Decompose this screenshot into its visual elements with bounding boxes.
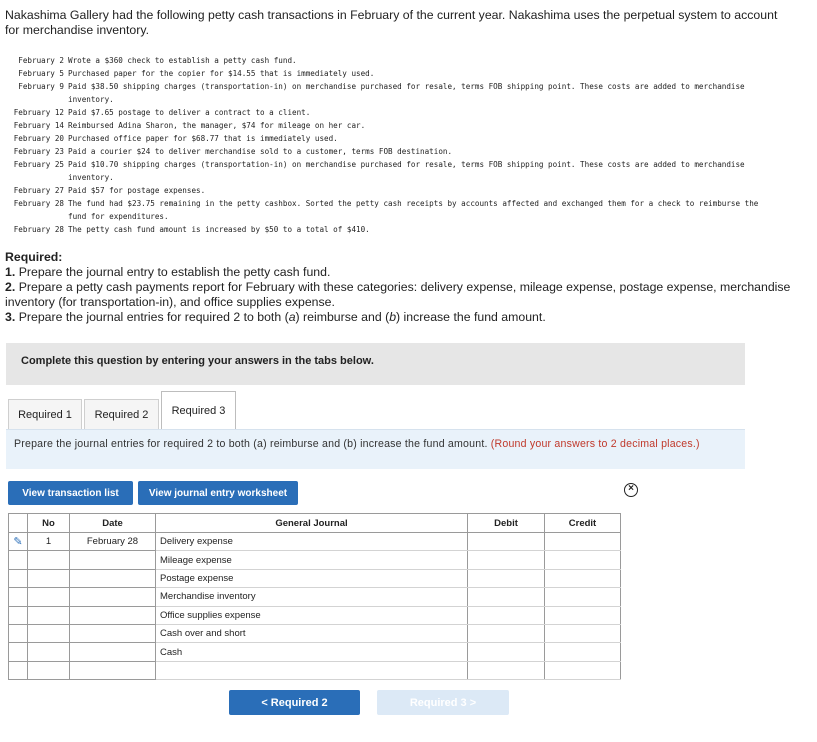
next-required-3-button[interactable]: Required 3 > [377,690,509,715]
journal-row [9,643,621,661]
edit-cell [9,624,28,642]
transaction-row [5,80,817,106]
complete-text: Complete this question by entering your answers in the tabs below. [21,355,374,367]
journal-table [8,513,621,680]
edit-cell [9,643,28,661]
required-item-2: 2. Prepare a petty cash payments report for February with these categories: delivery expense, mileage expense, postage expense, merchandise inventory (for transportation-in), and office supplies expense. [5,280,791,309]
date-cell [70,606,156,624]
debit-input[interactable] [468,533,545,551]
account-cell[interactable] [156,661,468,679]
edit-column-header [9,514,28,533]
view-transaction-list-button[interactable]: View transaction list [8,481,133,505]
debit-input[interactable] [468,661,545,679]
journal-row [9,588,621,606]
no-header: No [28,514,70,533]
date-cell [70,643,156,661]
transaction-date: February 23 [13,147,64,156]
tab-required-1[interactable]: Required 1 [8,399,82,429]
credit-input[interactable] [545,569,621,587]
required-section [5,250,795,325]
transaction-row [5,54,817,67]
transaction-text: Purchased office paper for $68.77 that is immediately used. [68,134,338,143]
transaction-row [5,119,817,132]
instruction-panel [6,429,745,469]
intro-text: Nakashima Gallery had the following petty cash transactions in February of the current year. Nakashima uses the perpetual system to account for merchandise inventory. [5,8,778,37]
no-cell [28,661,70,679]
required-item-3: 3. Prepare the journal entries for required 2 to both (a) reimburse and (b) increase the fund amount. [5,310,546,324]
transaction-text: Wrote a $360 check to establish a petty cash fund. [68,56,297,65]
prev-required-2-button[interactable]: < Required 2 [229,690,360,715]
tab-required-2[interactable]: Required 2 [84,399,159,429]
transaction-row [5,184,817,197]
date-cell [70,551,156,569]
debit-input[interactable] [468,551,545,569]
debit-input[interactable] [468,624,545,642]
credit-input[interactable] [545,624,621,642]
transaction-row [5,106,817,119]
transaction-text: Reimbursed Adina Sharon, the manager, $74 for mileage on her car. [68,121,366,130]
no-cell [28,569,70,587]
account-cell[interactable]: Postage expense [156,569,468,587]
no-cell [28,624,70,642]
credit-input[interactable] [545,661,621,679]
instruction-text: Prepare the journal entries for required 2 to both (a) reimburse and (b) increase the fund amount. [14,438,488,450]
entry-date: February 28 [70,533,156,551]
journal-row [9,533,621,551]
debit-header: Debit [468,514,545,533]
journal-row [9,569,621,587]
transaction-date: February 14 [13,121,64,130]
transaction-text: Paid $7.65 postage to deliver a contract to a client. [68,108,311,117]
transaction-row [5,197,817,223]
transaction-date: February 27 [13,186,64,195]
account-cell[interactable]: Merchandise inventory [156,588,468,606]
journal-row [9,551,621,569]
view-journal-worksheet-button[interactable]: View journal entry worksheet [138,481,298,505]
journal-row [9,606,621,624]
credit-input[interactable] [545,533,621,551]
transaction-row [5,223,817,236]
journal-header-row [9,514,621,533]
account-cell[interactable]: Delivery expense [156,533,468,551]
account-cell[interactable]: Office supplies expense [156,606,468,624]
journal-row [9,624,621,642]
no-cell [28,606,70,624]
transaction-date: February 20 [13,134,64,143]
debit-input[interactable] [468,569,545,587]
account-cell[interactable]: Mileage expense [156,551,468,569]
general-journal-header: General Journal [156,514,468,533]
transaction-text: The petty cash fund amount is increased by $50 to a total of $410. [68,225,370,234]
complete-banner [6,343,745,385]
debit-input[interactable] [468,643,545,661]
close-icon[interactable]: × [624,483,638,497]
transaction-row [5,132,817,145]
date-cell [70,569,156,587]
credit-input[interactable] [545,588,621,606]
debit-input[interactable] [468,588,545,606]
transaction-text: Purchased paper for the copier for $14.55 that is immediately used. [68,69,375,78]
edit-cell [9,551,28,569]
credit-header: Credit [545,514,621,533]
transaction-date: February 2 [18,56,64,65]
debit-input[interactable] [468,606,545,624]
transaction-text: The fund had $23.75 remaining in the petty cashbox. Sorted the petty cash receipts by accounts affected and exchanged them for a check to reimburse the fund for expenditures. [68,199,759,221]
no-cell [28,551,70,569]
transaction-list [5,54,817,236]
edit-cell [9,569,28,587]
credit-input[interactable] [545,551,621,569]
date-header: Date [70,514,156,533]
transaction-date: February 28 [13,199,64,208]
instruction-note: (Round your answers to 2 decimal places.) [490,438,700,450]
edit-cell [9,588,28,606]
transaction-date: February 28 [13,225,64,234]
no-cell [28,643,70,661]
transaction-date: February 12 [13,108,64,117]
tab-required-3[interactable]: Required 3 [161,391,236,430]
transaction-row [5,145,817,158]
journal-row [9,661,621,679]
transaction-row [5,67,817,80]
transaction-text: Paid $57 for postage expenses. [68,186,206,195]
date-cell [70,624,156,642]
edit-pencil-icon[interactable]: ✎ [9,533,28,551]
account-cell[interactable]: Cash over and short [156,624,468,642]
no-cell [28,588,70,606]
entry-no: 1 [28,533,70,551]
required-title: Required: [5,250,63,264]
transaction-text: Paid $10.70 shipping charges (transportation-in) on merchandise purchased for resale, terms FOB shipping point. These costs are added to merchandise inventory. [68,160,745,182]
transaction-date: February 5 [18,69,64,78]
transaction-text: Paid $38.50 shipping charges (transportation-in) on merchandise purchased for resale, terms FOB shipping point. These costs are added to merchandise inventory. [68,82,745,104]
edit-cell [9,661,28,679]
transaction-date: February 25 [13,160,64,169]
transaction-date: February 9 [18,82,64,91]
transaction-text: Paid a courier $24 to deliver merchandise sold to a customer, terms FOB destination. [68,147,453,156]
account-cell[interactable]: Cash [156,643,468,661]
date-cell [70,588,156,606]
required-item-1: 1. Prepare the journal entry to establish the petty cash fund. [5,265,331,279]
required-3-text: Prepare the journal entries for required 2 to both (a) reimburse and (b) increase the fund amount. [18,310,546,324]
date-cell [70,661,156,679]
transaction-row [5,158,817,184]
credit-input[interactable] [545,606,621,624]
edit-cell [9,606,28,624]
credit-input[interactable] [545,643,621,661]
